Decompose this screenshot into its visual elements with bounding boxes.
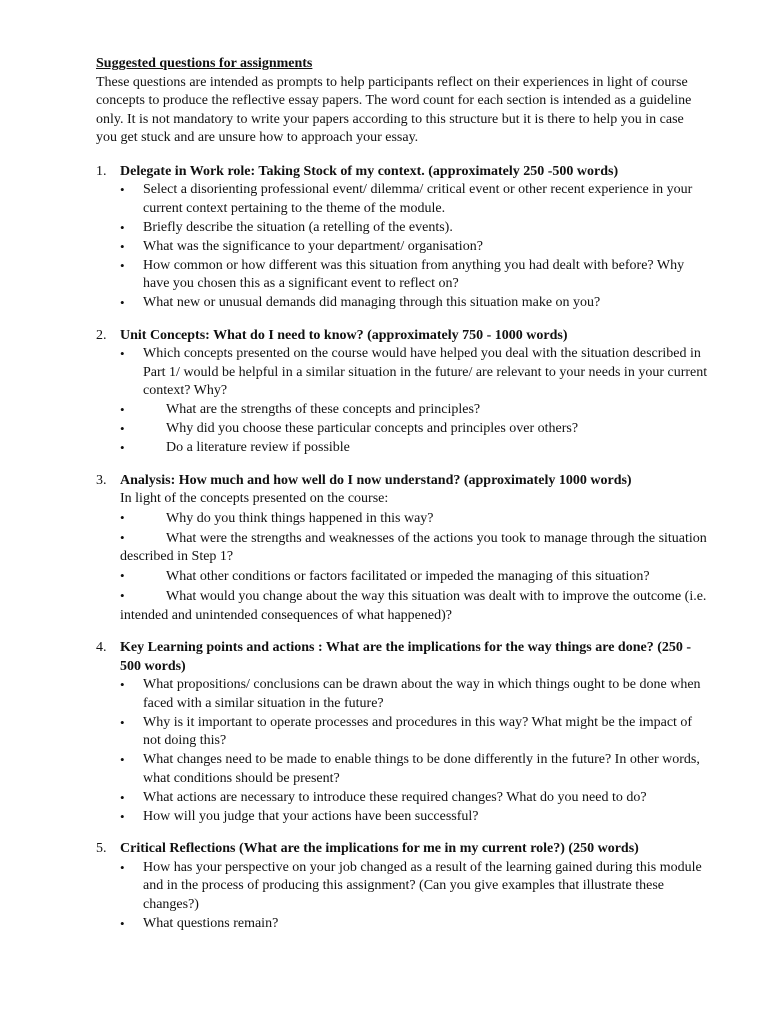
bullet-icon: • bbox=[120, 588, 125, 603]
bullet-icon: • bbox=[120, 219, 125, 235]
list-item bbox=[120, 567, 708, 587]
list-item-text: Select a disorienting professional event/ dilemma/ critical event or other recent experience in your current context pertaining to the theme of the module. bbox=[143, 182, 693, 216]
bullet-icon: • bbox=[120, 440, 125, 455]
list-item bbox=[120, 751, 708, 788]
bullet-list bbox=[96, 509, 708, 626]
section-number: 2. bbox=[96, 327, 107, 343]
section-heading bbox=[96, 472, 708, 491]
section-title: Delegate in Work role: Taking Stock of my context. (approximately 250 -500 words) bbox=[120, 163, 619, 179]
section-heading bbox=[96, 840, 708, 859]
bullet-list bbox=[96, 181, 708, 313]
bullet-icon: • bbox=[120, 808, 125, 824]
list-item-text: What new or unusual demands did managing through this situation make on you? bbox=[143, 295, 601, 310]
bullet-icon: • bbox=[120, 789, 125, 805]
list-item-text: Which concepts presented on the course would have helped you deal with the situation described in Part 1/ would be helpful in a similar situation in the future/ are relevant to your needs in your current context? Why? bbox=[143, 346, 708, 398]
section-heading bbox=[96, 163, 708, 182]
section-title: Unit Concepts: What do I need to know? (approximately 750 - 1000 words) bbox=[120, 327, 568, 343]
intro-paragraph: These questions are intended as prompts to help participants reflect on their experiences in light of course concepts to produce the reflective essay papers. The word count for each section is intended as a guideline only. It is not mandatory to write your papers according to this structure but it is there to help you in case you get stuck and are unsure how to approach your essay. bbox=[96, 74, 692, 145]
bullet-icon: • bbox=[120, 421, 125, 436]
sub-list-item bbox=[120, 420, 708, 439]
section-number: 4. bbox=[96, 640, 107, 655]
list-item-text: What were the strengths and weaknesses of the actions you took to manage through the situation described in Step 1? bbox=[120, 530, 707, 564]
bullet-icon: • bbox=[120, 295, 125, 310]
section-1 bbox=[96, 163, 708, 313]
list-item bbox=[120, 714, 708, 751]
list-item bbox=[120, 509, 708, 529]
list-item-text: How has your perspective on your job changed as a result of the learning gained during this module and in the process of producing this assignment? (Can you give examples that illustrate these changes?) bbox=[143, 859, 702, 912]
section-title: Key Learning points and actions : What are the implications for the way things are done? (250 - 500 words) bbox=[120, 640, 692, 674]
section-heading bbox=[96, 327, 708, 346]
list-item-text: What propositions/ conclusions can be drawn about the way in which things ought to be done when faced with a similar situation in the future? bbox=[143, 677, 701, 711]
bullet-icon: • bbox=[120, 346, 125, 361]
section-3 bbox=[96, 472, 708, 626]
bullet-icon: • bbox=[120, 529, 125, 545]
list-item-text: Do a literature review if possible bbox=[166, 440, 350, 455]
list-item bbox=[120, 529, 708, 567]
list-item bbox=[120, 238, 708, 257]
bullet-icon: • bbox=[120, 859, 125, 875]
section-number: 1. bbox=[96, 163, 107, 179]
list-item bbox=[120, 345, 708, 401]
list-item-text: What are the strengths of these concepts and principles? bbox=[166, 402, 481, 417]
list-item bbox=[120, 915, 708, 934]
list-item-text: Briefly describe the situation (a retelling of the events). bbox=[143, 219, 453, 235]
bullet-icon: • bbox=[120, 568, 125, 583]
bullet-list bbox=[96, 345, 708, 401]
list-item bbox=[120, 219, 708, 238]
bullet-icon: • bbox=[120, 238, 125, 254]
list-item-text: Why do you think things happened in this way? bbox=[166, 510, 434, 526]
list-item bbox=[120, 808, 708, 827]
section-title: Analysis: How much and how well do I now understand? (approximately 1000 words) bbox=[120, 472, 632, 488]
bullet-icon: • bbox=[120, 257, 125, 273]
list-item bbox=[120, 294, 708, 313]
section-lead: In light of the concepts presented on the course: bbox=[120, 491, 389, 506]
section-number: 5. bbox=[96, 841, 107, 856]
list-item bbox=[120, 587, 708, 625]
list-item bbox=[120, 859, 708, 915]
list-item bbox=[120, 181, 708, 218]
bullet-icon: • bbox=[120, 714, 125, 730]
bullet-icon: • bbox=[120, 677, 125, 692]
bullet-list bbox=[96, 676, 708, 826]
bullet-icon: • bbox=[120, 752, 125, 767]
bullet-icon: • bbox=[120, 915, 125, 931]
sub-bullet-list bbox=[96, 401, 708, 458]
list-item-text: What changes need to be made to enable things to be done differently in the future? In other words, what conditions should be present? bbox=[143, 752, 700, 786]
list-item-text: What other conditions or factors facilitated or impeded the managing of this situation? bbox=[166, 569, 650, 584]
list-item bbox=[120, 676, 708, 713]
bullet-icon: • bbox=[120, 509, 125, 525]
list-item-text: What would you change about the way this situation was dealt with to improve the outcome (i.e. intended and unintended consequences of what happened)? bbox=[120, 589, 707, 623]
list-item-text: How common or how different was this situation from anything you had dealt with before? Why have you chosen this as a significant event to reflect on? bbox=[143, 257, 685, 291]
section-4 bbox=[96, 639, 708, 826]
section-title: Critical Reflections (What are the implications for me in my current role?) (250 words) bbox=[120, 841, 639, 856]
list-item-text: What was the significance to your department/ organisation? bbox=[143, 238, 483, 254]
list-item-text: What questions remain? bbox=[143, 915, 279, 931]
section-5 bbox=[96, 840, 708, 933]
bullet-icon: • bbox=[120, 402, 125, 417]
sub-list-item bbox=[120, 439, 708, 458]
list-item-text: What actions are necessary to introduce these required changes? What do you need to do? bbox=[143, 789, 647, 805]
page-title: Suggested questions for assignments bbox=[96, 56, 313, 71]
list-item-text: Why did you choose these particular concepts and principles over others? bbox=[166, 421, 579, 436]
section-2 bbox=[96, 327, 708, 458]
list-item-text: How will you judge that your actions have been successful? bbox=[143, 808, 479, 824]
sub-list-item bbox=[120, 401, 708, 420]
list-item bbox=[120, 257, 708, 294]
section-number: 3. bbox=[96, 472, 107, 488]
section-heading bbox=[96, 639, 708, 676]
bullet-list bbox=[96, 859, 708, 934]
bullet-icon: • bbox=[120, 182, 125, 197]
list-item-text: Why is it important to operate processes and procedures in this way? What might be the impact of not doing this? bbox=[143, 714, 693, 748]
list-item bbox=[120, 789, 708, 808]
